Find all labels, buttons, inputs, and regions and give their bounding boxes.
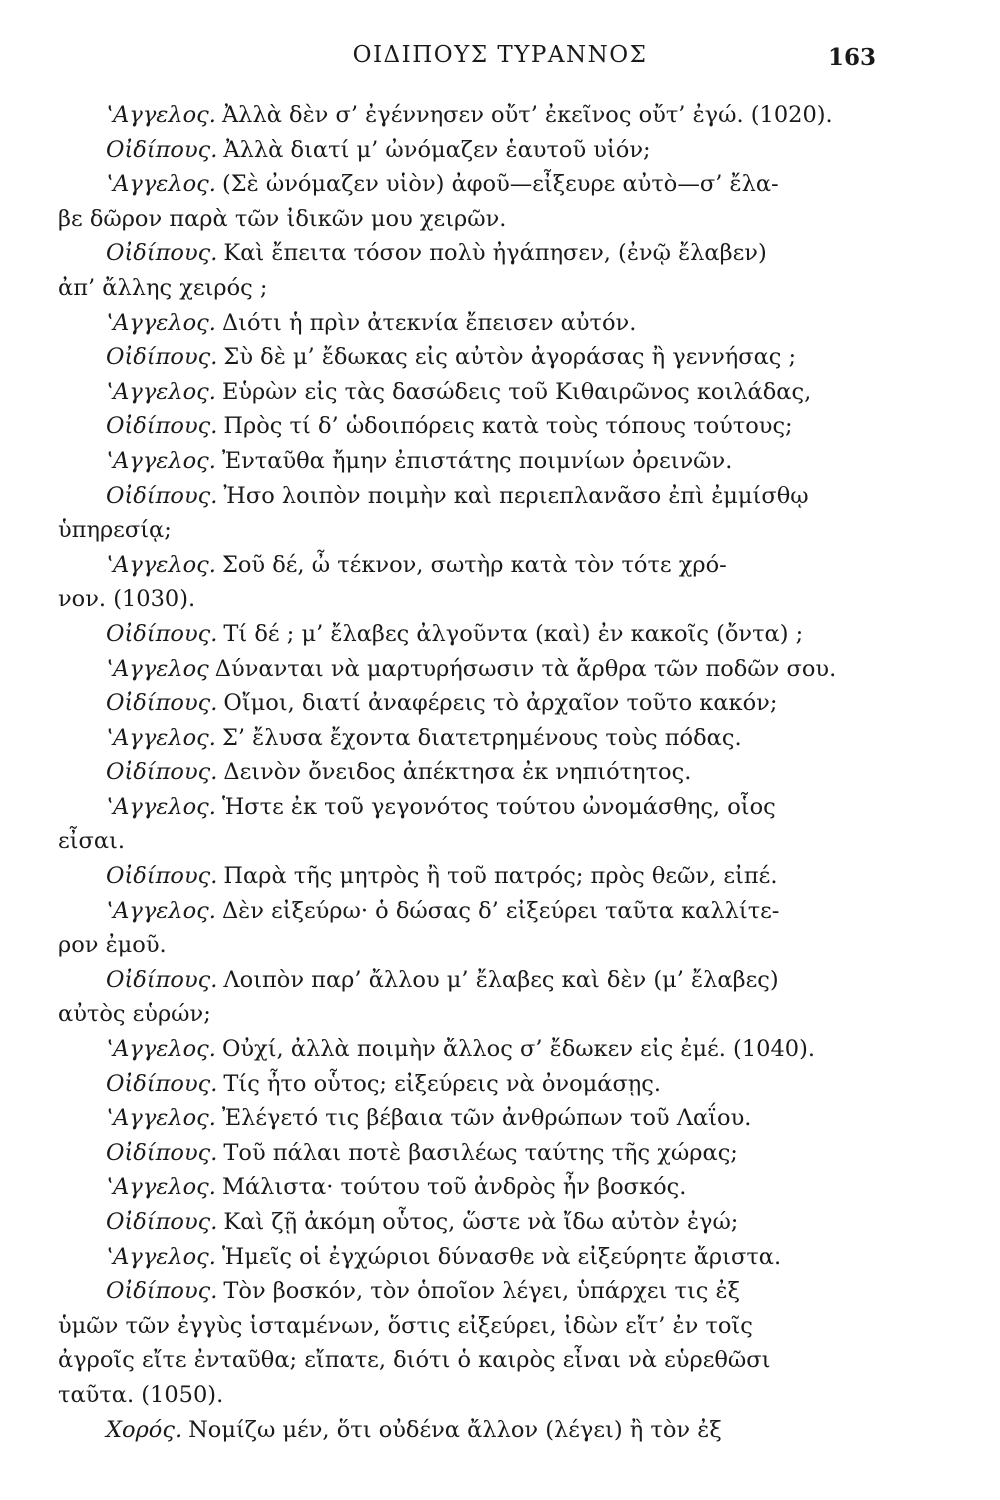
line-text: Καὶ ζῇ ἀκόμη οὗτος, ὥστε νὰ ἴδω αὐτὸν ἐγώ;	[223, 1209, 739, 1235]
text-line	[58, 1170, 900, 1205]
text-line	[58, 1240, 900, 1275]
text-line	[58, 236, 900, 271]
text-line	[58, 582, 900, 617]
line-text: ὑπηρεσίᾳ;	[58, 517, 172, 544]
page-number: 163	[827, 44, 876, 71]
line-text: ταῦτα. (1050).	[58, 1381, 224, 1408]
speaker-name: ʽΑγγελος.	[106, 1174, 216, 1201]
speaker-name: ʽΑγγελος.	[106, 447, 216, 474]
line-text: (Σὲ ὠνόμαζεν υἱὸν) ἀφοῦ—εἶξευρε αὐτὸ—σ’ ἔλα-	[221, 171, 779, 198]
text-line	[58, 617, 900, 652]
text-line	[58, 306, 900, 341]
speaker-name: ʽΑγγελος.	[106, 102, 216, 128]
text-line	[58, 1413, 900, 1448]
text-line	[58, 790, 900, 825]
text-line	[58, 444, 900, 479]
text-line	[58, 1101, 900, 1136]
text-line	[58, 133, 900, 168]
line-text: Λοιπὸν παρ’ ἄλλου μ’ ἔλαβες καὶ δὲν (μ’ ἔλαβες)	[223, 966, 779, 993]
line-text: Τὸν βοσκόν, τὸν ὁποῖον λέγει, ὑπάρχει τις ἐξ	[223, 1278, 740, 1305]
speaker-name: ʽΑγγελος.	[106, 1243, 216, 1270]
text-line	[58, 202, 900, 237]
text-line	[58, 548, 900, 583]
line-text: νον. (1030).	[58, 586, 196, 613]
speaker-name: Οἰδίπους.	[106, 966, 218, 993]
speaker-name: ʽΑγγελος.	[106, 724, 216, 751]
speaker-name: Οἰδίπους.	[106, 413, 218, 440]
line-text: Δὲν εἰξεύρω· ὁ δώσας δ’ εἰξεύρει ταῦτα καλλίτε-	[221, 897, 780, 924]
speaker-name: ʽΑγγελος.	[106, 897, 216, 924]
text-line	[58, 1067, 900, 1102]
text-line	[58, 513, 900, 548]
speaker-name: ʽΑγγελος.	[106, 1036, 216, 1063]
speaker-name: ʽΑγγελος.	[106, 793, 216, 820]
speaker-name: Οἰδίπους.	[106, 1139, 218, 1166]
text-line	[58, 824, 900, 859]
line-text: Παρὰ τῆς μητρὸς ἢ τοῦ πατρός; πρὸς θεῶν, εἰπέ.	[223, 863, 778, 890]
text-line	[58, 375, 900, 410]
speaker-name: ʽΑγγελος.	[106, 171, 216, 198]
speaker-name: ʽΑγγελος.	[106, 378, 216, 405]
speaker-name: Οἰδίπους.	[106, 863, 218, 890]
speaker-name: Χορός.	[106, 1416, 183, 1443]
text-line	[58, 652, 900, 687]
line-text: Ἐλέγετό τις βέβαια τῶν ἀνθρώπων τοῦ Λαΐου.	[221, 1105, 752, 1132]
line-text: αὐτὸς εὑρών;	[58, 1001, 211, 1028]
line-text: Σοῦ δέ, ὦ τέκνον, σωτὴρ κατὰ τὸν τότε χρό-	[221, 551, 727, 578]
speaker-name: ʽΑγγελος.	[106, 309, 216, 336]
speaker-name: Οἰδίπους.	[106, 240, 218, 267]
text-line	[58, 1136, 900, 1171]
text-line	[58, 686, 900, 721]
line-text: Τί δέ ; μ’ ἔλαβες ἀλγοῦντα (καὶ) ἐν κακοῖς (ὄντα) ;	[223, 620, 804, 647]
text-line	[58, 98, 900, 133]
speaker-name: Οἰδίπους.	[106, 482, 218, 509]
line-text: Ἡμεῖς οἱ ἐγχώριοι δύνασθε νὰ εἰξεύρητε ἄριστα.	[221, 1243, 782, 1270]
running-head	[0, 42, 1000, 78]
dialogue-text	[58, 98, 900, 1447]
speaker-name: Οἰδίπους.	[106, 136, 218, 163]
line-text: Ἐνταῦθα ἤμην ἐπιστάτης ποιμνίων ὀρεινῶν.	[221, 447, 733, 474]
text-line	[58, 479, 900, 514]
line-text: Ἠσο λοιπὸν ποιμὴν καὶ περιεπλανᾶσο ἐπὶ ἐμμίσθῳ	[223, 482, 809, 509]
text-line	[58, 997, 900, 1032]
text-line	[58, 859, 900, 894]
line-text: βε δῶρον παρὰ τῶν ἰδικῶν μου χειρῶν.	[58, 205, 507, 232]
speaker-name: Οἰδίπους.	[106, 1209, 218, 1235]
text-line	[58, 721, 900, 756]
text-line	[58, 409, 900, 444]
line-text: Εὑρὼν εἰς τὰς δασώδεις τοῦ Κιθαιρῶνος κοιλάδας,	[221, 378, 812, 405]
line-text: Μάλιστα· τούτου τοῦ ἀνδρὸς ἦν βοσκός.	[221, 1174, 687, 1201]
text-line	[58, 340, 900, 375]
speaker-name: Οἰδίπους.	[106, 759, 218, 786]
line-text: ὑμῶν τῶν ἐγγὺς ἱσταμένων, ὅστις εἰξεύρει, ἰδὼν εἴτ’ ἐν τοῖς	[58, 1312, 753, 1339]
text-line	[58, 928, 900, 963]
speaker-name: Οἰδίπους.	[106, 344, 218, 371]
line-text: Καὶ ἔπειτα τόσον πολὺ ἠγάπησεν, (ἐνῷ ἔλαβεν)	[223, 240, 767, 267]
text-line	[58, 1309, 900, 1344]
text-line	[58, 963, 900, 998]
line-text: Οἴμοι, διατί ἀναφέρεις τὸ ἀρχαῖον τοῦτο κακόν;	[223, 690, 778, 717]
line-text: εἶσαι.	[58, 828, 126, 855]
line-text: Σ’ ἔλυσα ἔχοντα διατετρημένους τοὺς πόδας.	[221, 724, 742, 751]
line-text: ρον ἐμοῦ.	[58, 932, 167, 959]
line-text: Τίς ἦτο οὗτος; εἰξεύρεις νὰ ὀνομάσῃς.	[223, 1070, 662, 1097]
line-text: Τοῦ πάλαι ποτὲ βασιλέως ταύτης τῆς χώρας;	[223, 1139, 738, 1166]
line-text: Νομίζω μέν, ὅτι οὐδένα ἄλλον (λέγει) ἢ τὸν ἐξ	[188, 1416, 722, 1443]
line-text: Ἀλλὰ διατί μ’ ὠνόμαζεν ἑαυτοῦ υἱόν;	[223, 136, 651, 163]
text-line	[58, 167, 900, 202]
line-text: Ἡστε ἐκ τοῦ γεγονότος τούτου ὠνομάσθης, οἷος	[221, 793, 776, 820]
speaker-name: ʽΑγγελος.	[106, 551, 216, 578]
line-text: Σὺ δὲ μ’ ἔδωκας εἰς αὐτὸν ἀγοράσας ἢ γεννήσας ;	[223, 344, 797, 371]
line-text: ἀγροῖς εἴτε ἐνταῦθα; εἴπατε, διότι ὁ καιρὸς εἶναι νὰ εὑρεθῶσι	[58, 1347, 771, 1374]
speaker-name: Οἰδίπους.	[106, 620, 218, 647]
line-text: Ἀλλὰ δὲν σ’ ἐγέννησεν οὔτ’ ἐκεῖνος οὔτ’ ἐγώ. (1020).	[221, 102, 833, 128]
text-line	[58, 1274, 900, 1309]
speaker-name: Οἰδίπους.	[106, 1070, 218, 1097]
line-text: Διότι ἡ πρὶν ἀτεκνία ἔπεισεν αὐτόν.	[221, 309, 637, 336]
line-text: Δύνανται νὰ μαρτυρήσωσιν τὰ ἄρθρα τῶν ποδῶν σου.	[214, 655, 837, 682]
speaker-name: Οἰδίπους.	[106, 690, 218, 717]
speaker-name: Οἰδίπους.	[106, 1278, 218, 1305]
text-line	[58, 894, 900, 929]
speaker-name: ʽΑγγελος	[106, 655, 209, 682]
line-text: Οὐχί, ἀλλὰ ποιμὴν ἄλλος σ’ ἔδωκεν εἰς ἐμέ. (1040).	[221, 1036, 816, 1063]
running-title: ΟΙΔΙΠΟΥΣ ΤΥΡΑΝΝΟΣ	[352, 42, 648, 68]
text-line	[58, 1205, 900, 1240]
line-text: ἀπ’ ἄλλης χειρός ;	[58, 274, 268, 301]
speaker-name: ʽΑγγελος.	[106, 1105, 216, 1132]
text-line	[58, 1343, 900, 1378]
text-line	[58, 1032, 900, 1067]
text-line	[58, 271, 900, 306]
line-text: Δεινὸν ὄνειδος ἀπέκτησα ἐκ νηπιότητος.	[223, 759, 692, 786]
text-line	[58, 1378, 900, 1413]
line-text: Πρὸς τί δ’ ὡδοιπόρεις κατὰ τοὺς τόπους τούτους;	[223, 413, 793, 440]
text-line	[58, 755, 900, 790]
